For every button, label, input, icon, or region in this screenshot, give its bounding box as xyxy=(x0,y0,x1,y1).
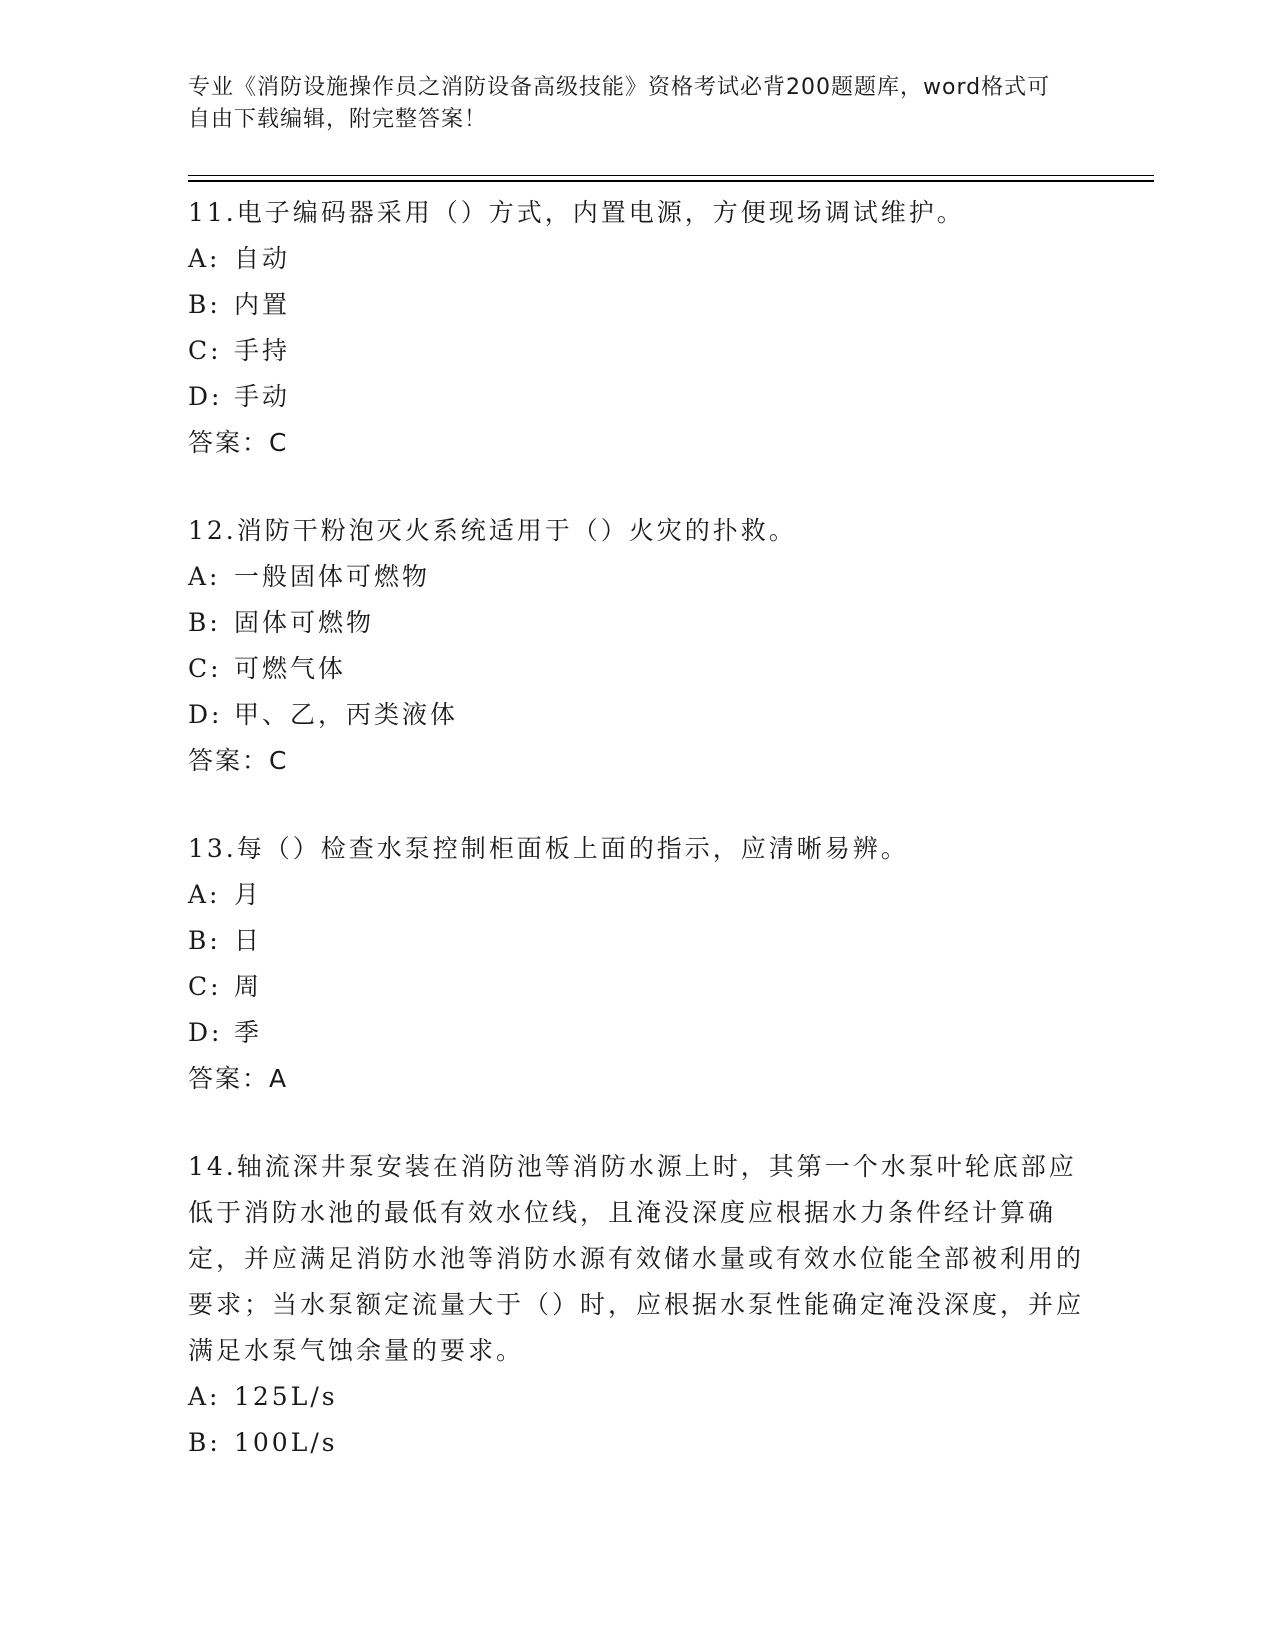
option-text: 日 xyxy=(234,926,263,955)
option-c xyxy=(188,328,1088,374)
option-letter: B: xyxy=(188,290,221,319)
option-text: 一般固体可燃物 xyxy=(234,562,431,591)
option-letter: D: xyxy=(188,1018,223,1047)
answer-line: 答案：C xyxy=(188,746,289,775)
option-letter: A: xyxy=(188,562,221,591)
question-stem: 13.每（）检查水泵控制柜面板上面的指示，应清晰易辨。 xyxy=(188,834,909,863)
option-letter: C: xyxy=(188,972,222,1001)
option-d xyxy=(188,692,1088,738)
option-b xyxy=(188,282,1088,328)
option-a xyxy=(188,872,1088,918)
header-rule-thin xyxy=(188,175,1154,176)
answer-line: 答案：C xyxy=(188,428,289,457)
option-letter: A: xyxy=(188,244,221,273)
option-b xyxy=(188,600,1088,646)
option-letter: A: xyxy=(188,1382,221,1411)
question-list xyxy=(188,190,1088,1508)
question-12 xyxy=(188,508,1088,784)
option-letter: B: xyxy=(188,608,221,637)
option-text: 100L/s xyxy=(234,1428,338,1457)
option-text: 月 xyxy=(234,880,263,909)
question-11 xyxy=(188,190,1088,466)
question-13 xyxy=(188,826,1088,1102)
question-14 xyxy=(188,1144,1088,1466)
option-b xyxy=(188,1420,1088,1466)
option-letter: D: xyxy=(188,382,223,411)
option-a xyxy=(188,1374,1088,1420)
option-d xyxy=(188,1010,1088,1056)
option-text: 手持 xyxy=(234,336,291,365)
option-letter: D: xyxy=(188,700,223,729)
option-letter: C: xyxy=(188,336,222,365)
question-stem: 11.电子编码器采用（）方式，内置电源，方便现场调试维护。 xyxy=(188,198,965,227)
option-b xyxy=(188,918,1088,964)
option-text: 可燃气体 xyxy=(234,654,347,683)
option-text: 125L/s xyxy=(234,1382,338,1411)
option-a xyxy=(188,236,1088,282)
option-text: 季 xyxy=(234,1018,263,1047)
option-text: 甲、乙，丙类液体 xyxy=(234,700,459,729)
question-stem: 12.消防干粉泡灭火系统适用于（）火灾的扑救。 xyxy=(188,516,797,545)
option-text: 固体可燃物 xyxy=(234,608,375,637)
option-c xyxy=(188,964,1088,1010)
option-c xyxy=(188,646,1088,692)
option-text: 自动 xyxy=(234,244,291,273)
header-rule-thick xyxy=(188,180,1154,182)
option-text: 周 xyxy=(234,972,263,1001)
option-letter: B: xyxy=(188,926,221,955)
option-text: 内置 xyxy=(234,290,291,319)
option-letter: C: xyxy=(188,654,222,683)
question-stem: 14.轴流深井泵安装在消防池等消防水源上时，其第一个水泵叶轮底部应低于消防水池的最低有效水位线，且淹没深度应根据水力条件经计算确定，并应满足消防水池等消防水源有效储水量或有效水位能全部被利用的要求；当水泵额定流量大于（）时，应根据水泵性能确定淹没深度，并应满足水泵气蚀余量的要求。 xyxy=(188,1152,1085,1365)
option-letter: A: xyxy=(188,880,221,909)
option-d xyxy=(188,374,1088,420)
option-letter: B: xyxy=(188,1428,221,1457)
answer-line: 答案：A xyxy=(188,1064,289,1093)
option-text: 手动 xyxy=(234,382,291,411)
option-a xyxy=(188,554,1088,600)
document-header: 专业《消防设施操作员之消防设备高级技能》资格考试必背200题题库，word格式可自由下载编辑，附完整答案！ xyxy=(188,75,1051,132)
